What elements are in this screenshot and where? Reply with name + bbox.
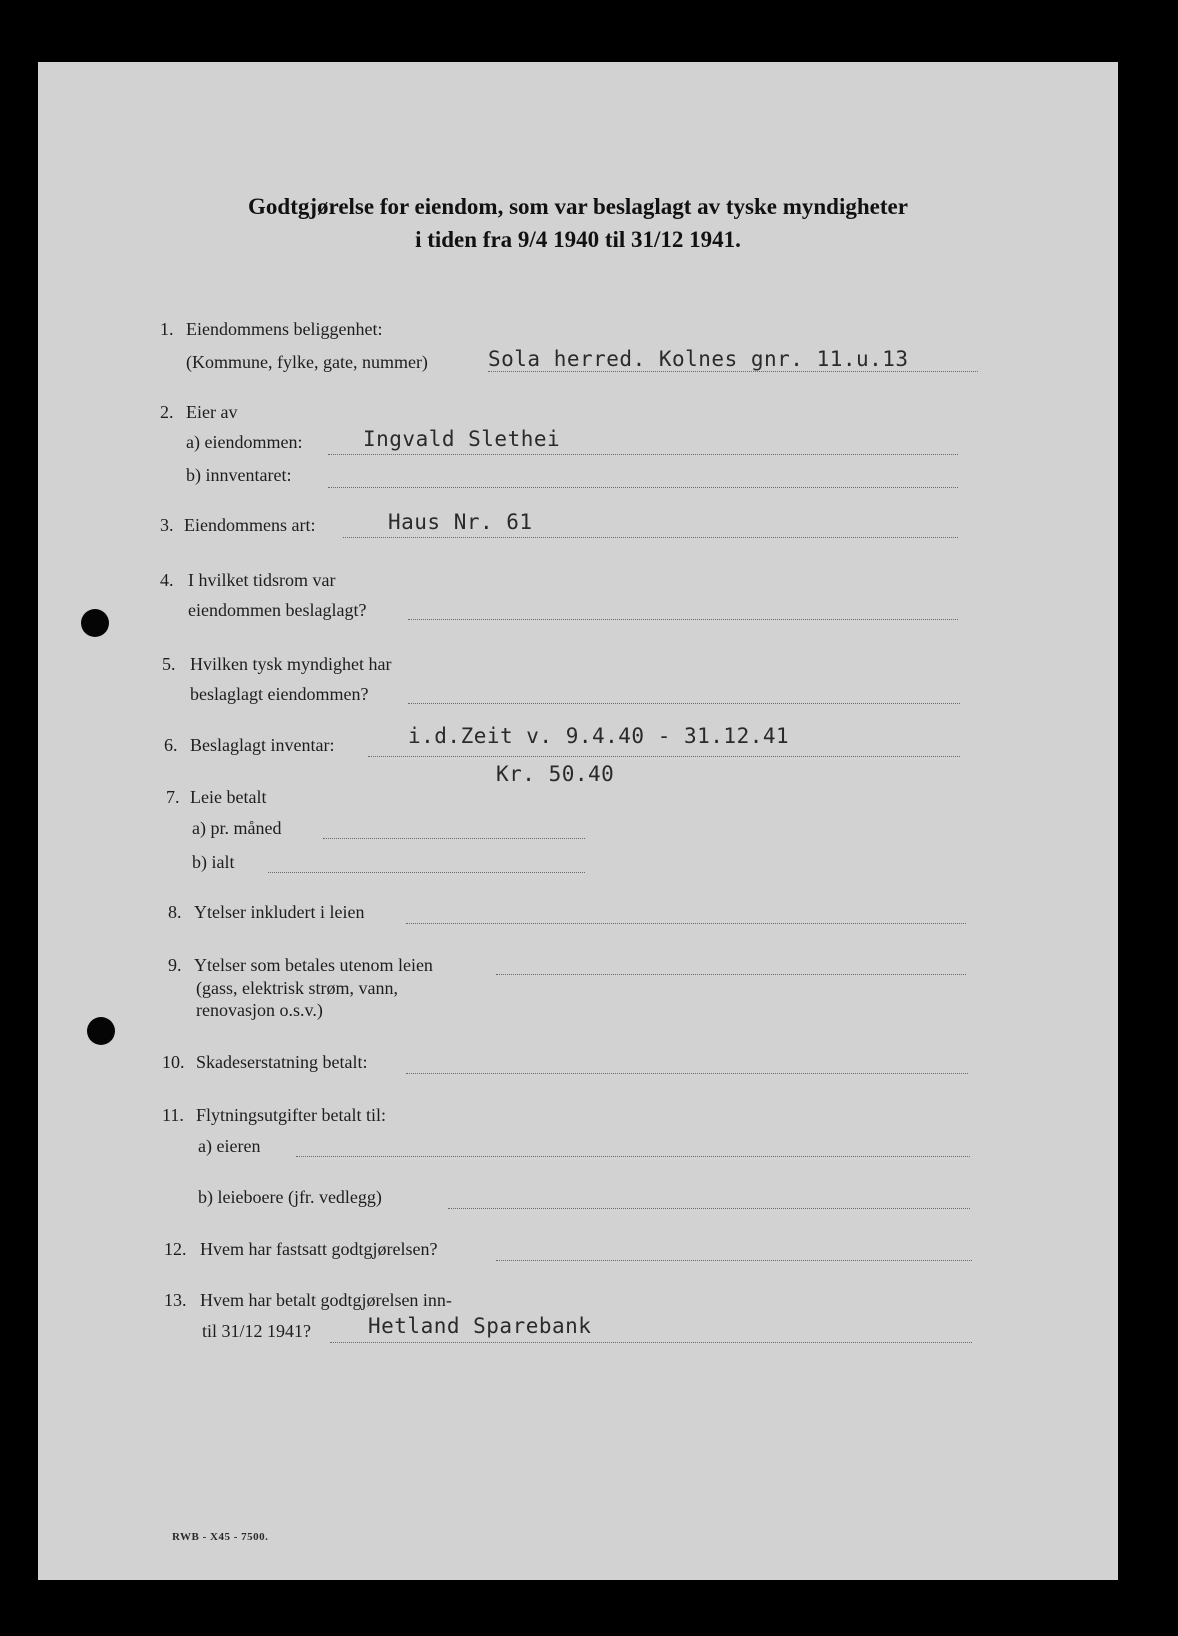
q4-number: 4.	[160, 570, 174, 590]
form-title-line-2: i tiden fra 9/4 1940 til 31/12 1941.	[415, 227, 741, 252]
q1-number: 1.	[160, 319, 174, 339]
q2a-label: a) eiendommen:	[186, 432, 303, 452]
form-footer-code: RWB - X45 - 7500.	[172, 1531, 269, 1543]
q1-label-1: Eiendommens beliggenhet:	[186, 319, 383, 339]
q2a-answer-line	[328, 454, 958, 455]
q5-answer-line	[408, 703, 960, 704]
q11b-answer-line	[448, 1208, 970, 1209]
q2b-label: b) innventaret:	[186, 465, 292, 485]
q2-number: 2.	[160, 402, 174, 422]
punch-hole-bottom	[87, 1017, 115, 1045]
q10-number: 10.	[162, 1052, 185, 1072]
q6-answer: i.d.Zeit v. 9.4.40 - 31.12.41	[408, 724, 790, 748]
q1-answer-line	[488, 371, 978, 372]
q9-number: 9.	[168, 955, 182, 975]
q4-label-1: I hvilket tidsrom var	[188, 570, 336, 590]
form-page	[38, 62, 1118, 1580]
q9-label-2: (gass, elektrisk strøm, vann,	[196, 978, 398, 998]
q8-label: Ytelser inkludert i leien	[194, 902, 365, 922]
q7-label: Leie betalt	[190, 787, 267, 807]
q1-label-2: (Kommune, fylke, gate, nummer)	[186, 352, 428, 372]
q10-label: Skadeserstatning betalt:	[196, 1052, 368, 1072]
q11a-answer-line	[296, 1156, 970, 1157]
q1-answer: Sola herred. Kolnes gnr. 11.u.13	[488, 347, 909, 371]
q8-answer-line	[406, 923, 966, 924]
q4-label-2: eiendommen beslaglagt?	[188, 600, 367, 620]
q6-number: 6.	[164, 735, 178, 755]
q13-label-1: Hvem har betalt godtgjørelsen inn-	[200, 1290, 452, 1310]
q2b-answer-line	[328, 487, 958, 488]
q11b-label: b) leieboere (jfr. vedlegg)	[198, 1187, 382, 1207]
q12-number: 12.	[164, 1239, 187, 1259]
q8-number: 8.	[168, 902, 182, 922]
q6-label: Beslaglagt inventar:	[190, 735, 335, 755]
punch-hole-top	[81, 609, 109, 637]
q7a-label: a) pr. måned	[192, 818, 282, 838]
q7b-answer-line	[268, 872, 585, 873]
q5-label-2: beslaglagt eiendommen?	[190, 684, 369, 704]
q13-answer-line	[330, 1342, 972, 1343]
q13-answer: Hetland Sparebank	[368, 1314, 592, 1338]
q7-answer: Kr. 50.40	[496, 762, 615, 786]
q4-answer-line	[408, 619, 958, 620]
q11a-label: a) eieren	[198, 1136, 261, 1156]
q5-number: 5.	[162, 654, 176, 674]
q2a-answer: Ingvald Slethei	[363, 427, 561, 451]
q12-label: Hvem har fastsatt godtgjørelsen?	[200, 1239, 438, 1259]
form-title-line-1: Godtgjørelse for eiendom, som var beslaglagt av tyske myndigheter	[248, 194, 908, 219]
q13-number: 13.	[164, 1290, 187, 1310]
q7b-label: b) ialt	[192, 852, 235, 872]
q9-answer-line	[496, 974, 966, 975]
q2-label: Eier av	[186, 402, 238, 422]
q7a-answer-line	[323, 838, 585, 839]
q6-answer-line	[368, 756, 960, 757]
q3-label: Eiendommens art:	[184, 515, 316, 535]
q9-label-1: Ytelser som betales utenom leien	[194, 955, 433, 975]
q3-answer: Haus Nr. 61	[388, 510, 533, 534]
q11-number: 11.	[162, 1105, 184, 1125]
q12-answer-line	[496, 1260, 972, 1261]
q13-label-2: til 31/12 1941?	[202, 1321, 311, 1341]
q3-number: 3.	[160, 515, 174, 535]
q10-answer-line	[406, 1073, 968, 1074]
q5-label-1: Hvilken tysk myndighet har	[190, 654, 392, 674]
q9-label-3: renovasjon o.s.v.)	[196, 1000, 323, 1020]
q3-answer-line	[343, 537, 958, 538]
q7-number: 7.	[166, 787, 180, 807]
q11-label: Flytningsutgifter betalt til:	[196, 1105, 386, 1125]
